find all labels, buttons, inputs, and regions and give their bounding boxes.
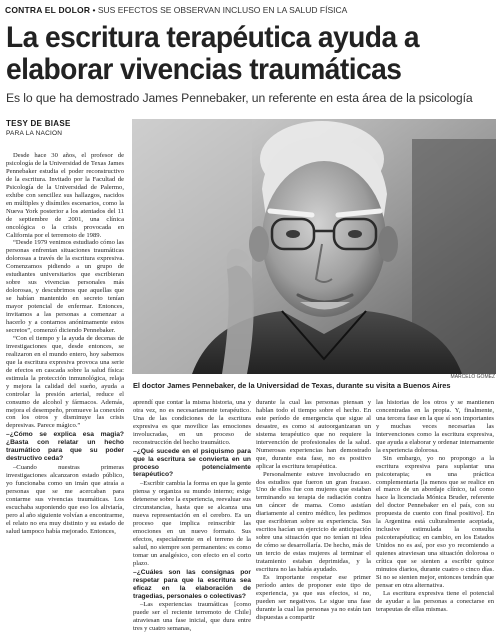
outlet-name: PARA LA NACION [6,130,63,137]
body-paragraph: Sin embargo, yo no propongo a la escritura expresiva para suplantar una psicoterapia; es una práctica complementaria [la menos que se realice en el marco de un abordaje clínico, tal como hace la licenciada Mónica Bruder, referente del doctor Pennebaker en el país, con su propuesta de cuento con final positivo]. En la Argentina está culturalmente aceptada, inclusive estimulada la consulta psicoterapéutica; en cambio, en los Estados Unidos no es así, por eso yo recomiendo a quienes atraviesan una situación dolorosa o crítica que se sienten a escribir quince minutos diarios, durante cuatro o cinco días. Si no se sienten mejor, entonces tendrán que pensar en otra alternativa. [376,454,494,589]
body-paragraph: aprendí que contar la misma historia, una y otra vez, no es necesariamente terapéutico. Una de las condiciones de la escritura expresiva es que movilice las emociones involucradas, en un proceso de reconstrucción del hecho traumático. [133,399,251,446]
kicker-separator: • [90,5,98,15]
article-column-2 [133,399,251,633]
article-column-4 [376,399,494,614]
body-paragraph: –Escribir cambia la forma en que la gente piensa y organiza su mundo interno; exige detenerse sobre la experiencia, reevaluar sus circunstancias, hasta que se alcanza una nueva representación en el cerebro. Es un proceso que implica reinscribir las emociones en un nuevo formato. Sus efectos, especialmente en el terreno de la salud, no siempre son permanentes: es como tomar un analgésico, con efecto en el corto plazo. [133,480,251,567]
body-paragraph: La escritura expresiva tiene el potencial de ayudar a las personas a conectarse en terapeutas de ellas mismas. [376,589,494,613]
headline-line-2: elaborar vivencias traumáticas [6,53,402,86]
deck: Es lo que ha demostrado James Pennebaker, un referente en esta área de la psicología [6,91,473,105]
kicker-summary: SUS EFECTOS SE OBSERVAN INCLUSO EN LA SALUD FÍSICA [97,5,348,15]
body-paragraph: “Desde 1979 venimos estudiado cómo las personas enfrentan situaciones traumáticas dolorosas a través de la escritura expresiva. Comenzamos pidiendo a un grupo de estudiantes universitarios que escribieran sobre sus vivencias personales más dolorosas, y descubrimos que aquellas que se habían mantenido en secreto tenían mayor potencial de enfermar. Entonces, invitamos a las personas a comenzar a hacerlo y a contarnos anónimamente estos secretos”, comenzó diciendo Pennebaker. [6,239,124,334]
headline-line-1: La escritura terapéutica ayuda a [6,21,419,54]
section-label: CONTRA EL DOLOR [5,5,91,15]
kicker [5,5,495,15]
article-column-3 [256,399,371,622]
interview-question: –¿Qué sucede en el psiquismo para que la escritura se convierta en un proceso potencialmente terapéutico? [133,447,251,479]
body-paragraph: Es importante respetar ese primer período antes de proponer este tipo de experiencia, ya que sus efectos, si no, pueden ser negativos. Le sigue una fase durante la cual las personas ya no están tan dispuestas a compartir [256,573,371,621]
body-paragraph: las historias de los otros y se mantienen concentradas en la propia. Y, finalmente, una tercera fase en la que sí son importantes y muchas veces necesarias las intervenciones como la escritura expresiva, que ayuda a elaborar y ordenar internamente la experiencia dolorosa. [376,399,494,454]
photo-credit: MARCELO GÓMEZ [450,374,495,380]
body-paragraph: Desde hace 30 años, el profesor de psicología de la Universidad de Texas James Pennebaker estudia el poder reconstructivo de la escritura. Invitado por la Facultad de Psicología de la Universidad de Palermo, exhibe con sencillez sus hallazgos, nacidos en múltiples y disímiles escenarios, como la Nueva York posterior a los atentados del 11 de septiembre de 2001, una clínica oncológica o la crisis provocada en California por el terremoto de 1989. [6,152,124,239]
portrait-illustration [132,119,496,374]
body-paragraph: Personalmente estuve involucrado en dos estudios que fueron un gran fracaso. Uno de ellos fue con mujeres que estaban terminando su terapia de radiación contra un cáncer de mama. Como asistían diariamente al centro médico, les pedimos que escribieran sobre su experiencia. Sus escritos hacían un ejercicio de anticipación sobre una situación que no tenían ni idea de cómo se desarrollaría. De hecho, más de un tercio de estas mujeres al terminar el tratamiento estaban deprimidas, y la escritura no las había ayudado. [256,470,371,574]
photo-caption: El doctor James Pennebaker, de la Universidad de Texas, durante su visita a Buenos Aires [133,381,451,390]
body-paragraph: “Con el tiempo y la ayuda de decenas de investigaciones que, desde entonces, se realizaron en el mundo entero, hoy sabemos que la escritura expresiva provoca una serie de efectos en cascada sobre la salud física: estimula la protección inmunológica, relaja y mejora la calidad del sueño, ayuda a controlar la presión arterial, reduce el consumo de alcohol y fármacos. Además, mejora el desempeño, promueve la conexión con los otros y disminuye las crisis depresivas. Parece mágico.” [6,334,124,430]
interview-question: –¿Cuáles son las consignas por respetar para que la escritura sea eficaz en la elaboración de tragedias, personales o colectivas? [133,568,251,600]
body-paragraph: –Las experiencias traumáticas [como puede ser el reciente terremoto de Chile] atraviesan una fase inicial, que dura entre tres y cuatro semanas, [133,601,251,633]
interview-question: –¿Cómo se explica esa magia? ¿Basta con relatar un hecho traumático para que su poder destructivo ceda? [6,431,124,463]
article-photo [132,119,496,374]
article-column-1 [6,152,124,536]
body-paragraph: –Cuando nuestras primeras investigaciones alcanzaron estado público, yo funcionaba como un imán que atraía a personas que se me acercaban para contarme sus vivencias traumáticas. Los escuchaba suponiendo que eso los aliviaría, pero al año siguiente volvían a encontrarme, el relato no era muy distinto y su estado de salud tampoco había mejorado. Entonces, [6,463,124,535]
headline [6,22,467,86]
byline [6,119,124,137]
body-paragraph: durante la cual las personas piensan y hablan todo el tiempo sobre el hecho. En este período de emergencia que sigue al desastre, es como si autoorganizaran un sistema terapéutico que no requiere la intervención de profesionales de la salud. Numerosas experiencias han demostrado que, durante esta fase, no es positivo aplicar la escritura terapéutica. [256,399,371,470]
author-name: TESY DE BIASE [6,119,71,128]
